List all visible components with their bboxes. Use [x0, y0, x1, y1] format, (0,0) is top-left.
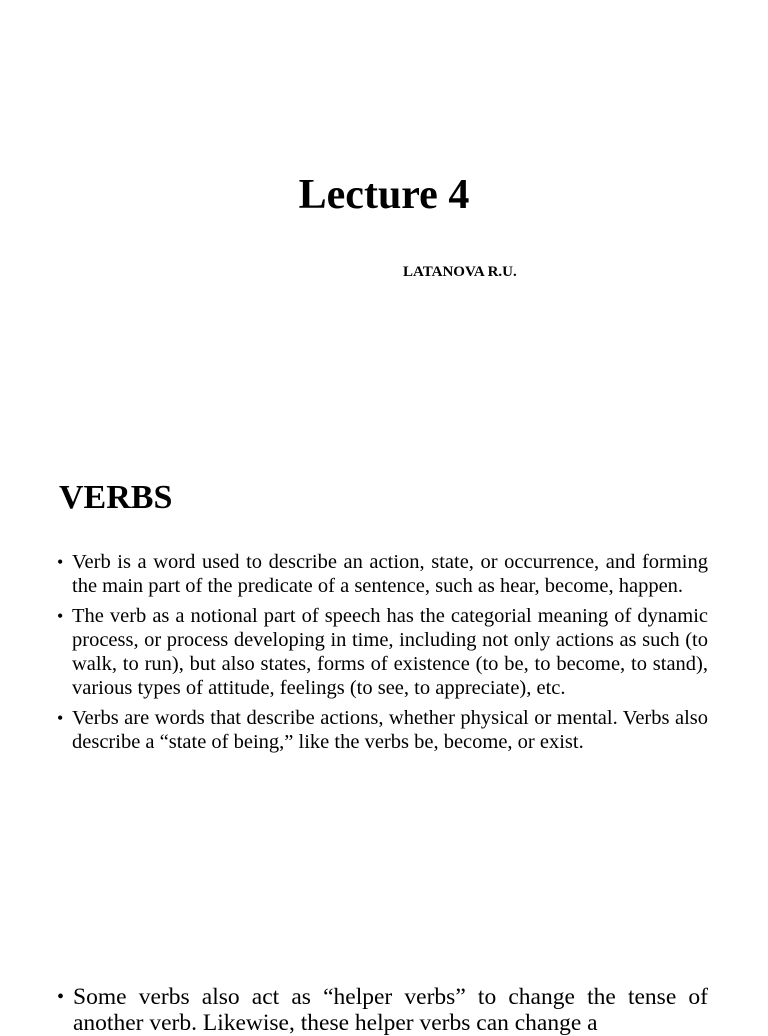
bullet-text: Some verbs also act as “helper verbs” to change the tense of another verb. Likewise, these helper verbs can change a: [73, 984, 708, 1036]
bullet-icon: •: [57, 552, 64, 572]
bullet-text: The verb as a notional part of speech has the categorial meaning of dynamic process, or process developing in time, including not only actions as such (to walk, to run), but also states, forms of existence (to be, to become, to stand), various types of attitude, feelings (to see, to appreciate), etc.: [72, 605, 708, 699]
list-item: [57, 550, 708, 598]
list-item: [57, 984, 708, 1036]
bullet-icon: •: [57, 708, 64, 728]
bullet-list: [57, 550, 708, 760]
list-item: [57, 706, 708, 754]
list-item: [57, 604, 708, 700]
bullet-icon: •: [57, 986, 65, 1008]
bullet-icon: •: [57, 606, 64, 626]
bullet-list: [57, 984, 708, 1036]
title-slide: [0, 0, 768, 460]
verbs-slide: [0, 460, 768, 960]
author-name: LATANOVA R.U.: [403, 264, 517, 280]
section-heading: VERBS: [59, 479, 173, 516]
lecture-title: Lecture 4: [298, 172, 470, 218]
bullet-text: Verbs are words that describe actions, whether physical or mental. Verbs also describe a “state of being,” like the verbs be, become, or exist.: [72, 707, 708, 753]
bullet-text: Verb is a word used to describe an action, state, or occurrence, and forming the main part of the predicate of a sentence, such as hear, become, happen.: [72, 551, 708, 597]
continuation-slide: [0, 960, 768, 1036]
